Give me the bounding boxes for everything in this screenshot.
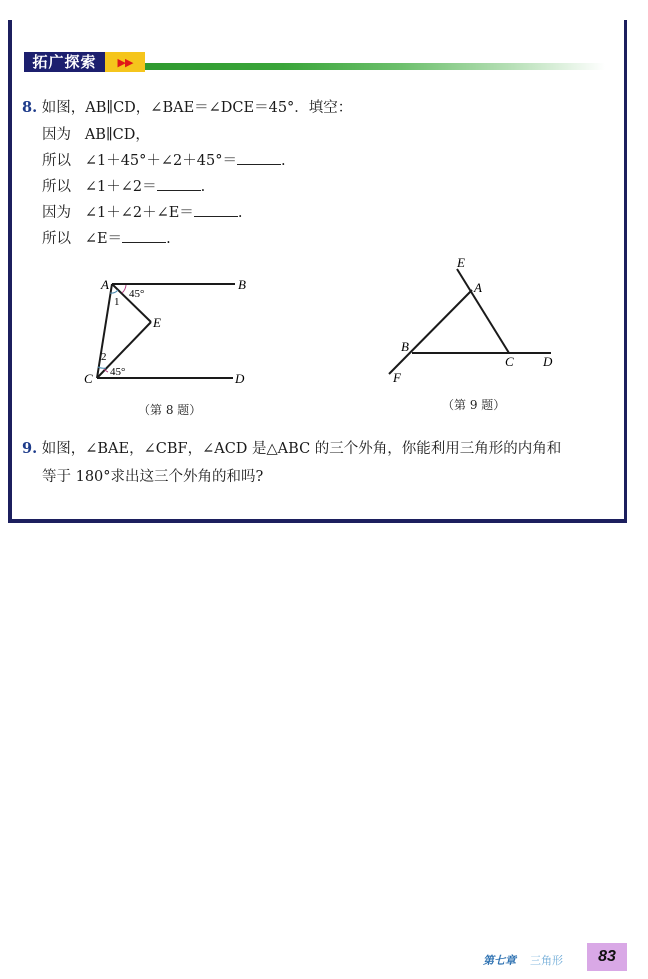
line-expression: ∠1＋45°＋∠2＋45°＝ xyxy=(84,153,237,169)
point-label-A: A xyxy=(474,280,482,295)
point-label-D: D xyxy=(235,371,245,386)
point-label-D: D xyxy=(543,354,553,369)
line-prefix: 所以 xyxy=(42,231,71,247)
footer-chapter: 第七章 xyxy=(483,954,516,967)
angle-label-1: 1 xyxy=(114,296,120,308)
line-end: . xyxy=(280,153,286,169)
point-label-E: E xyxy=(153,315,161,330)
point-label-E: E xyxy=(457,255,465,270)
angle-label-45-bottom: 45° xyxy=(110,366,126,378)
line-prefix: 因为 xyxy=(42,127,71,143)
footer-chapter-title: 三角形 xyxy=(530,954,563,967)
line-end: . xyxy=(166,231,171,247)
point-label-A: A xyxy=(101,277,109,292)
line-prefix: 所以 xyxy=(42,179,71,195)
page-number: 83 xyxy=(587,943,627,971)
point-label-F: F xyxy=(393,370,401,385)
angle-label-45-top: 45° xyxy=(129,288,145,300)
point-label-C: C xyxy=(84,371,93,386)
line-expression: ∠E＝ xyxy=(84,231,123,247)
line-expression: ∠1＋∠2＋∠E＝ xyxy=(84,205,194,221)
line-prefix: 所以 xyxy=(42,153,71,169)
question-9-line-1 xyxy=(22,440,561,458)
point-label-B: B xyxy=(238,277,246,292)
double-arrow-icon: ▶▶ xyxy=(105,52,145,72)
section-title: 拓广探索 xyxy=(24,52,105,72)
question-9-line-2 xyxy=(42,468,263,486)
question-text: 如图，∠BAE，∠CBF，∠ACD 是△ABC 的三个外角，你能利用三角形的内角和 xyxy=(41,441,562,457)
line-prefix: 因为 xyxy=(42,205,71,221)
figure-8-caption: （第 8 题） xyxy=(138,403,202,417)
point-label-B: B xyxy=(401,339,409,354)
question-text: 等于 180°求出这三个外角的和吗? xyxy=(42,469,264,485)
line-end: . xyxy=(200,179,206,195)
point-label-C: C xyxy=(505,354,514,369)
question-number: 9. xyxy=(22,440,38,457)
line-expression: ∠1＋∠2＝ xyxy=(84,179,157,195)
question-number: 8. xyxy=(22,99,38,116)
angle-label-2: 2 xyxy=(101,351,107,363)
line-end: . xyxy=(237,205,243,221)
line-expression: AB∥CD， xyxy=(84,127,150,143)
question-text: 如图，AB∥CD，∠BAE＝∠DCE＝45°．填空： xyxy=(41,100,353,116)
figure-9-caption: （第 9 题） xyxy=(442,398,506,412)
